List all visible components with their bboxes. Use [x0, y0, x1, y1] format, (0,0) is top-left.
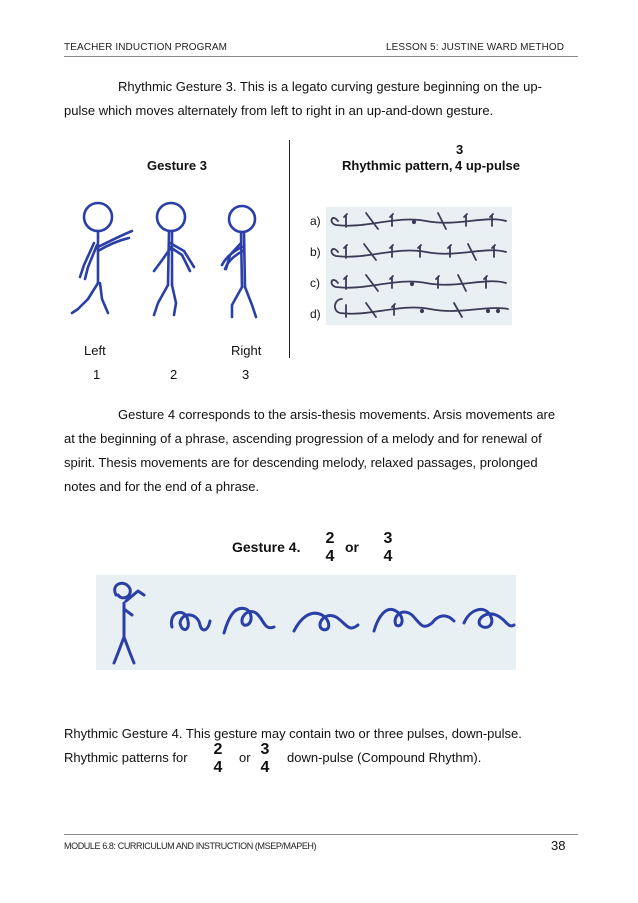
gesture3-left-label: Left [84, 343, 106, 358]
gesture4-fraction-2-num: 3 [383, 530, 393, 547]
closing-fraction-1-den: 4 [213, 759, 223, 776]
gesture4-fraction-2 [381, 530, 395, 566]
gesture4-drawing [96, 575, 516, 670]
closing-fraction-1-num: 2 [213, 741, 223, 758]
footer-rule [64, 834, 578, 835]
gesture4-line-1: Gesture 4 corresponds to the arsis-thesis movements. Arsis movements are [118, 407, 556, 422]
gesture3-stick-figures [66, 195, 276, 330]
gesture3-title: Gesture 3 [147, 158, 207, 173]
header-right: LESSON 5: JUSTINE WARD METHOD [386, 42, 565, 53]
gesture3-position-2: 2 [170, 367, 178, 382]
gesture4-fraction-1-num: 2 [325, 530, 335, 547]
gesture4-fraction-2-den: 4 [383, 548, 393, 565]
page-number: 38 [551, 838, 566, 853]
gesture4-title: Gesture 4. [232, 539, 301, 555]
intro-line-2: pulse which moves alternately from left to right in an up-and-down gesture. [64, 103, 494, 118]
gesture4-wave-path [171, 608, 514, 633]
pattern-title: Rhythmic pattern, [342, 158, 453, 173]
footer-left: MODULE 6.8: CURRICULUM AND INSTRUCTION (MSEP/MAPEH) [64, 841, 317, 851]
intro-paragraph [64, 75, 578, 123]
pattern-row-c-label: c) [310, 276, 320, 290]
gesture4-line-2: at the beginning of a phrase, ascending progression of a melody and for renewal of [64, 431, 542, 446]
closing-line-1: Rhythmic Gesture 4. This gesture may contain two or three pulses, down-pulse. [64, 726, 522, 741]
intro-line-1: Rhythmic Gesture 3. This is a legato curving gesture beginning on the up- [118, 79, 542, 94]
closing-line-2-start: Rhythmic patterns for [64, 750, 188, 765]
closing-line-2-end: down-pulse (Compound Rhythm). [287, 750, 482, 765]
pattern-row-a-label: a) [310, 214, 321, 228]
closing-or: or [239, 750, 251, 765]
section-divider [289, 140, 290, 358]
closing-fraction-2-num: 3 [260, 741, 270, 758]
gesture3-right-label: Right [231, 343, 262, 358]
header-rule [64, 56, 578, 57]
pattern-row-b-curve [332, 249, 506, 257]
pattern-row-d-label: d) [310, 307, 321, 321]
gesture3-position-3: 3 [242, 367, 250, 382]
pattern-time-denominator: 4 up-pulse [455, 158, 521, 173]
pattern-row-a-curve [332, 218, 506, 226]
gesture4-fraction-1-den: 4 [325, 548, 335, 565]
gesture4-or: or [345, 539, 359, 555]
stick-figure-2-icon [154, 203, 194, 315]
gesture4-paragraph [64, 403, 578, 499]
header-left: TEACHER INDUCTION PROGRAM [64, 42, 228, 53]
closing-fraction-2-den: 4 [260, 759, 270, 776]
pattern-time-numerator: 3 [456, 142, 464, 157]
closing-fraction-2 [258, 741, 272, 777]
pattern-row-c-curve [332, 280, 506, 288]
stick-figure-1-icon [72, 203, 132, 313]
rhythm-pattern-drawing [326, 207, 512, 325]
gesture4-figure-icon [114, 583, 144, 663]
closing-fraction-1 [211, 741, 225, 777]
stick-figure-3-icon [222, 206, 256, 317]
gesture4-line-3: spirit. Thesis movements are for descending melody, relaxed passages, prolonged [64, 455, 538, 470]
gesture4-fraction-1 [323, 530, 337, 566]
pattern-row-b-label: b) [310, 245, 321, 259]
gesture3-position-1: 1 [93, 367, 101, 382]
gesture4-line-4: notes and for the end of a phrase. [64, 479, 260, 494]
